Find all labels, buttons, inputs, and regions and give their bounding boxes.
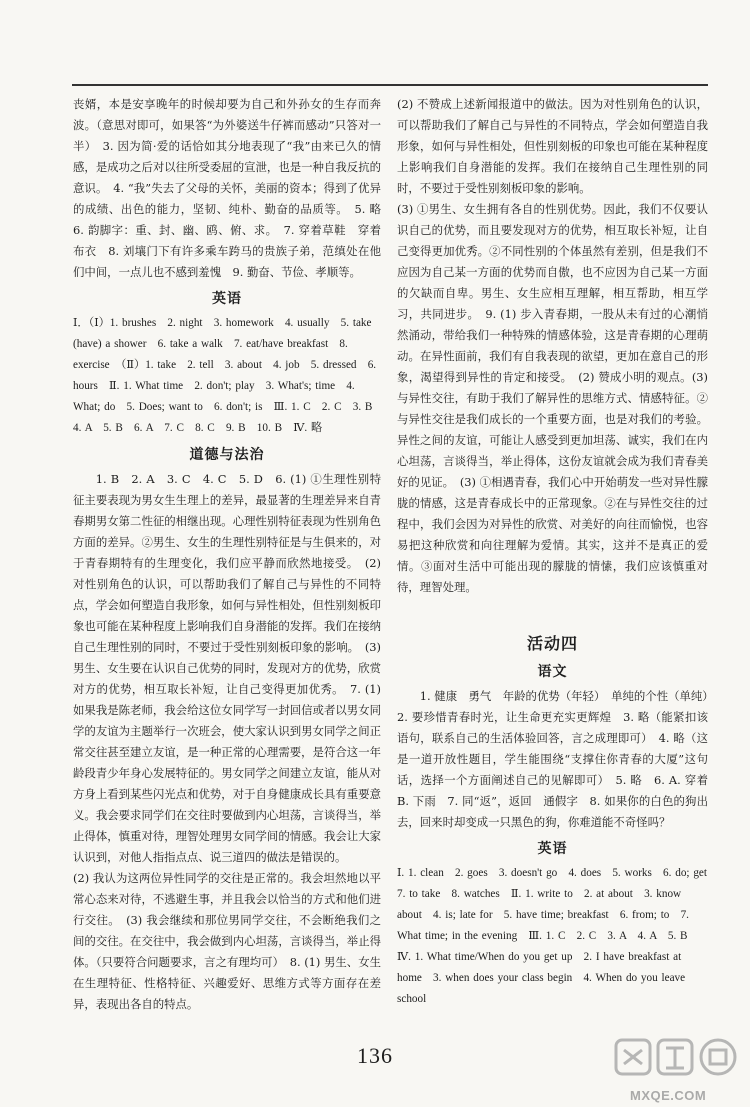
- page-number: 136: [357, 1043, 393, 1068]
- right-column: [397, 94, 720, 1010]
- activity-four-heading: 活动四: [526, 634, 578, 653]
- english-answers: Ⅰ．（Ⅰ）1. brushes 2. night 3. homework 4. usually 5. take (have) a shower 6. take a walk 7. eat/have breakfast 8. exercise （Ⅱ）1. take 2. tell 3. about 4. job 5. dressed 6. hours Ⅱ. 1. What time 2. don't; play 3. What's; time 4. What; do 5. Does; want to 6. don't; is Ⅲ. 1. C 2. C 3. B 4. A 5. B 6. A 7. C 8. C 9. B 10. B Ⅳ. 略: [73, 317, 384, 434]
- morality-answers-part1: 1. B 2. A 3. C 4. C 5. D 6. (1) ①生理性别特征主要表现为男女生生理上的差异，最显著的生理差异来自青春期男女第二性征的相继出现。心理性别特征表现为性别角色方面的差异。②男生、女生的生理性别特征是与生俱来的，对于青春期特有的生理变化，我们应平静而欣然地接受。 (2) 对性别角色的认识，可以帮助我们了解自己与异性的不同特点，学会如何塑造自我形象，如何与异性相处，但性别刻板印象也可能在某种程度上影响我们自身潜能的发挥。我们在接纳自己生理性别的同时，不要过于受性别刻板印象的影响。 (3) 男生、女生要在认识自己优势的同时，发现对方的优势，欣赏对方的优势，相互取长补短，让自己变得更加优秀。 7. (1) 如果我是陈老师，我会给这位女同学写一封回信或者以男女同学的友谊为主题举行一次班会，使大家认识到男女同学之间正常交往甚至建立友谊，是一种正常的心理需要，是符合这一年龄段青少年身心发展特征的。男女同学之间建立友谊，能从对方身上看到某些闪光点和优势，对于自身健康成长具有重要意义。我会要求同学们在交往时要做到内心坦荡，言谈得当，举止得体，慎重对待，理智处理男女同学间的情感。我会让大家认识到，对他人指指点点、说三道四的做法是错误的。: [73, 472, 381, 864]
- morality-law-section-heading: 道德与法治: [189, 447, 265, 463]
- english-section-heading: 英语: [212, 291, 242, 307]
- english-section-heading-2: 英语: [537, 841, 568, 857]
- morality-answers-part4: (3) ①男生、女生拥有各自的性别优势。因此，我们不仅要认识自己的优势，而且要发现对方的优势，相互取长补短，让自己变得更加优秀。②不同性别的个体虽然有差别，但是我们不应因为自己某一方面的优势而自傲，也不应因为自己某一方面的欠缺而自卑。男生、女生应相互理解，相互帮助，相互学习，共同进步。 9. (1) 步入青春期，一股从未有过的心潮悄然涌动，带给我们一种特殊的情感体验，这是青春期的心理萌动。在异性面前，我们有自我表现的欲望，更加在意自己的形象，渴望得到异性的肯定和接受。 (2) 赞成小明的观点。(3) 与异性交往，有助于我们了解异性的思维方式、情感特征。②与异性交往是我们成长的一个重要方面，也是对我们的考验。异性之间的友谊，可能让人感受到更加坦荡、诚实，我们在内心坦荡，言谈得当，举止得体，这份友谊就会成为我们青春美好的见证。 (3) ①相遇青春，我们心中开始萌发一些对异性朦胧的情感，这是青春成长中的正常现象。②在与异性交往的过程中，我们会因为对异性的欣赏、对美好的向往而愉悦，也容易把这种欣赏和向往理解为爱情。其实，这并不是真正的爱情。③面对生活中可能出现的朦胧的情愫，我们应该慎重对待，理智处理。: [397, 202, 708, 594]
- chinese-answers: 1. 健康 勇气 年龄的优势（年轻） 单纯的个性（单纯） 2. 要珍惜青春时光，让生命更充实更辉煌 3. 略（能紧扣该语句，联系自己的生活体验回答，言之成理即可） 4. 略（这是一道开放性题目，学生能围绕“支撑住你青春的大厦”这句话，选择一个方面阐述自己的见解即可） 5. 略 6. A. 穿着 B. 下雨 7. 同“返”，返回 通假字 8. 如果你的白色的狗出去，回来时却变成一只黑色的狗，你难道能不奇怪吗？: [397, 689, 720, 829]
- chinese-answers-continued: 丧婿，本是安享晚年的时候却要为自己和外孙女的生存而奔波。（意思对即可，如果答“为外婆送牛仔裤而感动”只答对一半） 3. 因为简·爱的话恰如其分地表现了“我”由来已久的情感，是成功之后对以往所受委屈的宣泄，也是一种自我反抗的意识。 4. “我”失去了父母的关怀，美丽的资本；得到了优异的成绩、出色的能力，坚韧、纯朴、勤奋的品质等。 5. 略 6. 韵脚字：重、封、幽、鸥、俯、求。 7. 穿着草鞋 穿着布衣 8. 刘壤门下有许多乘车跨马的贵族子弟，范缜处在他们中间，一点儿也不感到羞愧 9. 勤奋、节俭、孝顺等。: [73, 97, 393, 279]
- morality-answers-part3: (2) 不赞成上述新闻报道中的做法。因为对性别角色的认识，可以帮助我们了解自己与异性的不同特点，学会如何塑造自我形象，如何与异性相处，但性别刻板的印象也可能在某种程度上影响我们自身潜能的发挥。我们在接纳自己生理性别的同时，不要过于受性别刻板印象的影响。: [397, 97, 708, 195]
- morality-answers-part2: (2) 我认为这两位异性同学的交往是正常的。我会坦然地以平常心态来对待，不逃避生事，并且我会以恰当的方式和他们进行交往。 (3) 我会继续和那位男同学交往，不会断绝我们之间的交往。在交往中，我会做到内心坦荡，言谈得当，举止得体。（只要符合问题要求，言之有理均可） 8. (1) 男生、女生在生理特征、性格特征、兴趣爱好、思维方式等方面存在差异，表现出各自的特点。: [73, 871, 381, 1011]
- chinese-section-heading: 语文: [537, 664, 568, 680]
- watermark-url: MXQE.COM: [630, 1088, 707, 1103]
- english-answers-2: Ⅰ. 1. clean 2. goes 3. doesn't go 4. does 5. works 6. do; get 7. to take 8. watches Ⅱ. 1. write to 2. at about 3. know about 4. is; late for 5. have time; breakfast 6. from; to 7. What time; in the evening Ⅲ. 1. C 2. C 3. A 4. A 5. B Ⅳ. 1. What time/When do you get up 2. I have breakfast at home 3. when does your class begin 4. When do you leave school: [397, 867, 719, 1005]
- left-column: [73, 94, 393, 1015]
- header-rule: [72, 84, 708, 86]
